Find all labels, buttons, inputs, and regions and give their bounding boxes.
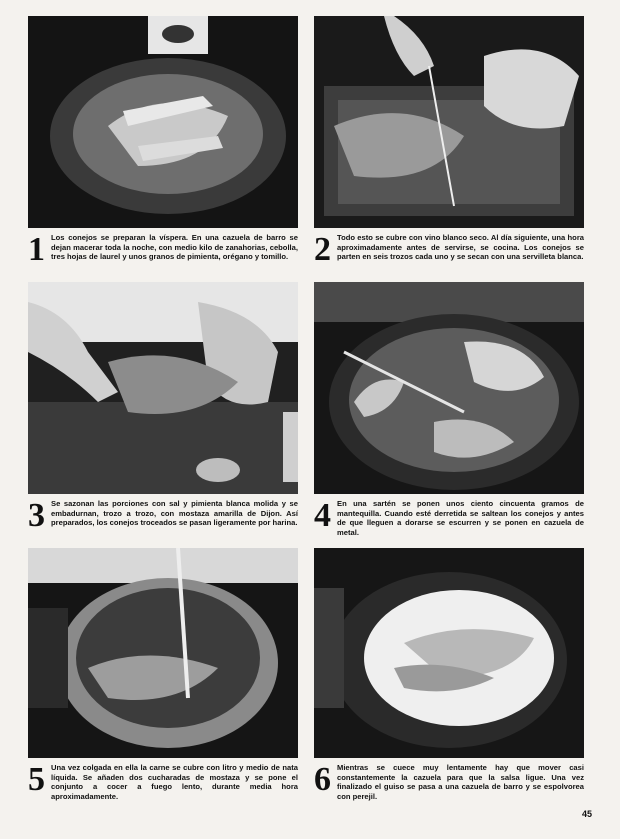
- step-number: 1: [28, 231, 45, 268]
- page-number: 45: [581, 809, 592, 819]
- caption-step-4: [314, 499, 584, 537]
- step-text: Una vez colgada en ella la carne se cubre con litro y medio de nata líquida. Se añaden dos cucharadas de mostaza y se pone el conjunto a cocer a fuego lento, durante media hora aproximadamente.: [51, 763, 298, 801]
- caption-step-2: [314, 231, 584, 268]
- step-text: Todo esto se cubre con vino blanco seco. Al día siguiente, una hora aproximadamente antes de servirse, se cocina. Los conejos se parten en seis trozos cada uno y se secan con una servilleta blanca.: [337, 233, 584, 262]
- step-number: 5: [28, 761, 45, 798]
- photo-step-2: [314, 16, 584, 228]
- step-number: 4: [314, 497, 331, 534]
- photo-step-4: [314, 282, 584, 494]
- photo-step-3: [28, 282, 298, 494]
- step-number: 6: [314, 761, 331, 798]
- caption-step-3: [28, 497, 298, 534]
- caption-step-6: [314, 763, 584, 801]
- photo-step-1: [28, 16, 298, 228]
- step-text: Mientras se cuece muy lentamente hay que mover casi constantemente la cazuela para que la salsa ligue. Una vez finalizado el guiso se pasa a una cazuela de barro y se espolvorea con perejil.: [337, 763, 584, 801]
- step-number: 2: [314, 231, 331, 268]
- photo-step-6: [314, 548, 584, 758]
- step-text: Se sazonan las porciones con sal y pimienta blanca molida y se embadurnan, trozo a trozo, con mostaza amarilla de Dijon. Así preparados, los conejos troceados se pasan ligeramente por harina.: [51, 499, 298, 528]
- step-number: 3: [28, 497, 45, 534]
- caption-step-5: [28, 763, 298, 801]
- caption-step-1: [28, 231, 298, 268]
- step-text: En una sartén se ponen unos ciento cincuenta gramos de mantequilla. Cuando esté derretida se saltean los conejos y antes de que lleguen a dorarse se escurren y se ponen en cazuela de metal.: [337, 499, 584, 537]
- step-text: Los conejos se preparan la víspera. En una cazuela de barro se dejan macerar toda la noche, con medio kilo de zanahorias, cebolla, tres hojas de laurel y unos granos de pimienta, orégano y tomillo.: [51, 233, 298, 262]
- photo-step-5: [28, 548, 298, 758]
